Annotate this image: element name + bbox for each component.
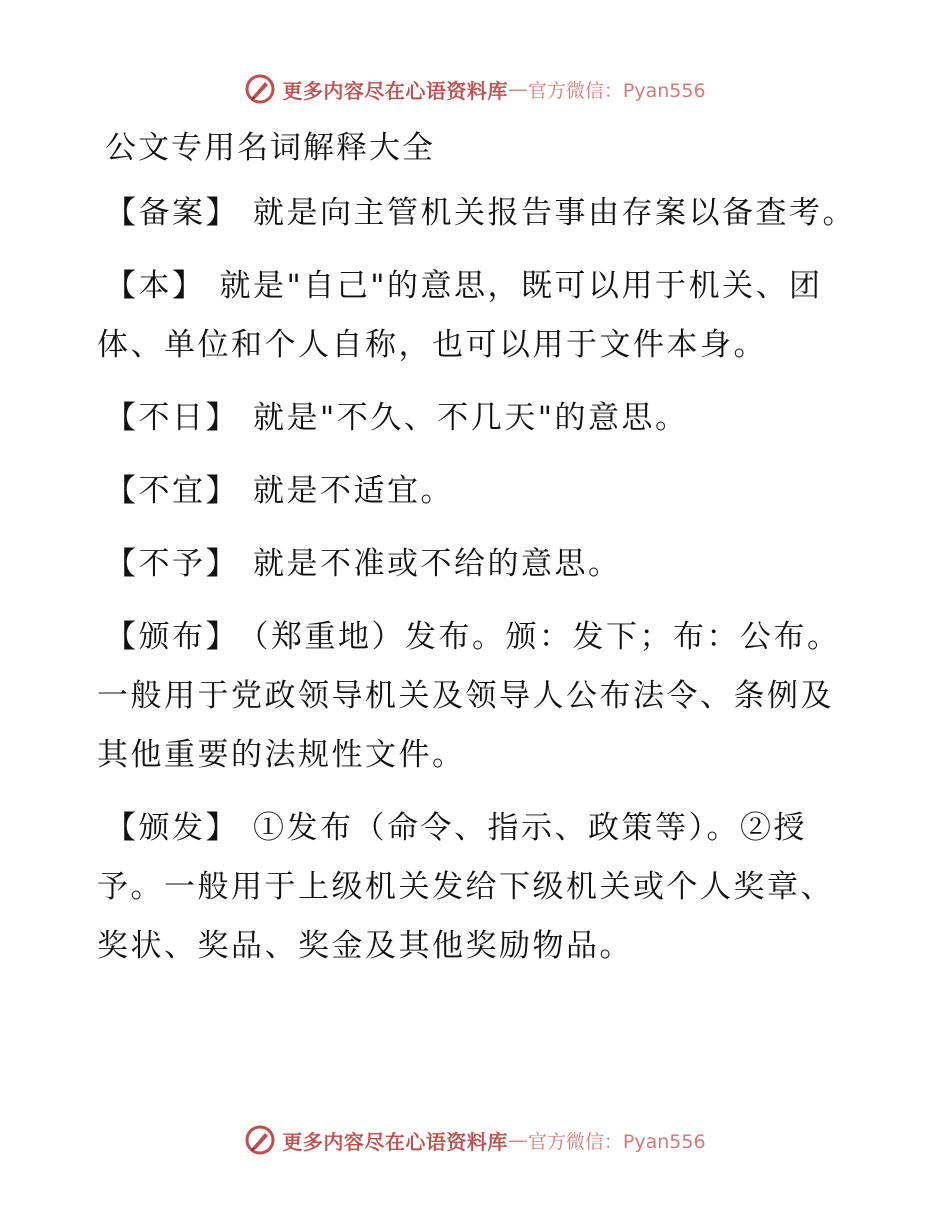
entry-term: 【颁布】 [105, 619, 239, 655]
entry-term: 【本】 [105, 268, 206, 304]
entry-term: 【颁发】 [105, 810, 239, 846]
banner-separator: — [507, 1128, 528, 1152]
document-title: 公文专用名词解释大全 [105, 130, 435, 166]
entry-term: 【不日】 [105, 400, 239, 436]
entry-term: 【不予】 [105, 546, 239, 582]
entry-term: 【备案】 [105, 195, 239, 231]
entry-definition: ①发布（命令、指示、政策等）。②授予。一般用于上级机关发给下级机关或个人奖章、奖状、奖品、奖金及其他奖励物品。 [97, 810, 834, 964]
entry-term: 【不宜】 [105, 473, 239, 509]
glossary-entry [97, 608, 857, 785]
glossary-entry [97, 535, 857, 594]
glossary-entry [97, 462, 857, 521]
entry-definition: 就是向主管机关报告事由存案以备查考。 [253, 195, 856, 231]
glossary-entry [97, 389, 857, 448]
glossary-entry [97, 799, 857, 976]
entry-definition: 就是不适宜。 [253, 473, 454, 509]
glossary-entry [97, 184, 857, 243]
document-body [97, 122, 857, 990]
banner-text: 更多内容尽在心语资料库 [282, 78, 508, 103]
entry-definition: 就是不准或不给的意思。 [253, 546, 622, 582]
entry-definition: 就是"不久、不几天"的意思。 [253, 400, 689, 436]
entry-definition: （郑重地）发布。颁：发下；布：公布。一般用于党政领导机关及领导人公布法令、条例及其他重要的法规性文件。 [97, 619, 841, 773]
pen-logo-icon [244, 73, 276, 105]
banner-contact: 官方微信：Pyan556 [527, 79, 706, 102]
banner-contact: 官方微信：Pyan556 [527, 1130, 706, 1153]
entry-definition: 就是"自己"的意思，既可以用于机关、团体、单位和个人自称，也可以用于文件本身。 [97, 268, 823, 363]
pen-logo-icon [244, 1124, 276, 1156]
banner-separator: — [507, 77, 528, 101]
glossary-entry [97, 257, 857, 375]
footer-banner [0, 1118, 950, 1162]
banner-text: 更多内容尽在心语资料库 [282, 1129, 508, 1154]
header-banner [0, 67, 950, 111]
